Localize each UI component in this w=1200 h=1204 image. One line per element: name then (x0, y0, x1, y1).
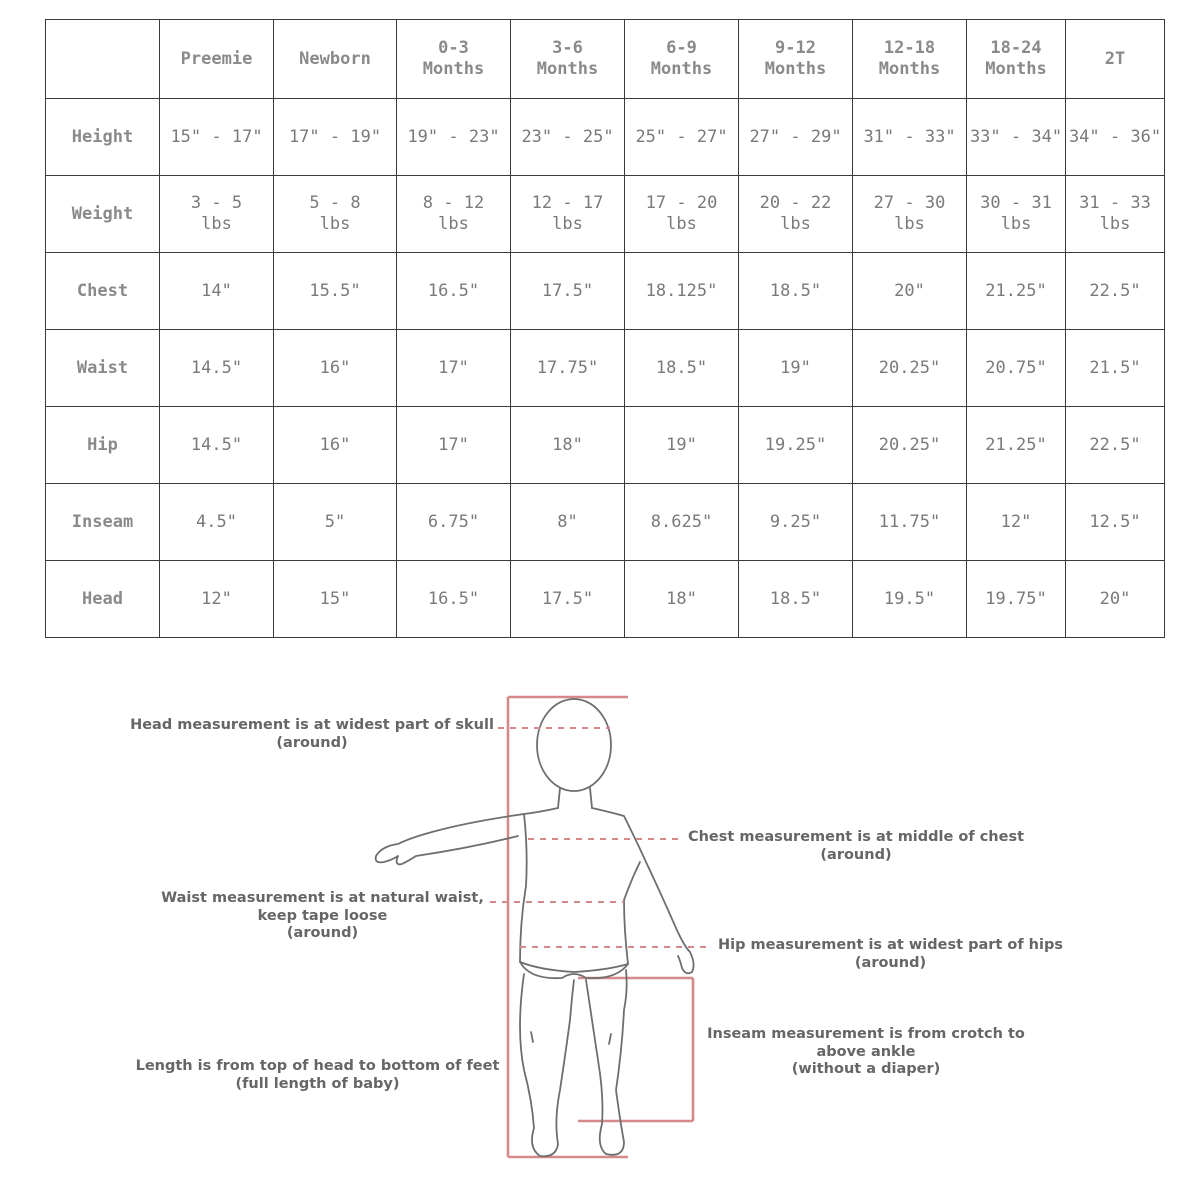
inseam-note: Inseam measurement is from crotch to above ankle (without a diaper) (707, 1026, 1025, 1077)
table-cell: 20.75" (967, 330, 1066, 407)
column-header: 12-18 Months (853, 20, 967, 99)
table-row (46, 407, 1165, 484)
table-cell: 17.75" (511, 330, 625, 407)
table-cell: 18.5" (625, 330, 739, 407)
table-cell: 14" (160, 253, 274, 330)
table-cell: 21.5" (1066, 330, 1165, 407)
column-header: 6-9 Months (625, 20, 739, 99)
table-cell: 20 - 22 lbs (739, 176, 853, 253)
table-cell: 31 - 33 lbs (1066, 176, 1165, 253)
table-cell: 4.5" (160, 484, 274, 561)
table-cell: 18.5" (739, 253, 853, 330)
row-label: Head (46, 561, 160, 638)
table-cell: 18.5" (739, 561, 853, 638)
left-arm-outline (376, 808, 558, 864)
table-row (46, 253, 1165, 330)
table-cell: 12.5" (1066, 484, 1165, 561)
table-cell: 15" (274, 561, 397, 638)
table-cell: 8.625" (625, 484, 739, 561)
table-cell: 12" (160, 561, 274, 638)
table-cell: 14.5" (160, 330, 274, 407)
table-cell: 17" - 19" (274, 99, 397, 176)
table-cell: 5 - 8 lbs (274, 176, 397, 253)
table-cell: 20" (1066, 561, 1165, 638)
length-bracket (508, 697, 628, 1157)
table-cell: 20.25" (853, 330, 967, 407)
table-cell: 33" - 34" (967, 99, 1066, 176)
table-cell: 19" (625, 407, 739, 484)
table-cell: 15" - 17" (160, 99, 274, 176)
header-row (46, 20, 1165, 99)
row-label: Height (46, 99, 160, 176)
table-cell: 18" (511, 407, 625, 484)
table-cell: 11.75" (853, 484, 967, 561)
table-cell: 5" (274, 484, 397, 561)
table-cell: 18.125" (625, 253, 739, 330)
diaper-outline (520, 962, 628, 978)
table-cell: 21.25" (967, 407, 1066, 484)
size-chart-body (46, 20, 1165, 638)
table-cell: 23" - 25" (511, 99, 625, 176)
column-header: 18-24 Months (967, 20, 1066, 99)
table-cell: 22.5" (1066, 253, 1165, 330)
column-header: 3-6 Months (511, 20, 625, 99)
row-label: Weight (46, 176, 160, 253)
table-cell: 16.5" (397, 253, 511, 330)
table-cell: 19.75" (967, 561, 1066, 638)
corner-cell (46, 20, 160, 99)
table-row (46, 99, 1165, 176)
table-cell: 30 - 31 lbs (967, 176, 1066, 253)
table-cell: 18" (625, 561, 739, 638)
table-cell: 12" (967, 484, 1066, 561)
table-cell: 8" (511, 484, 625, 561)
table-cell: 21.25" (967, 253, 1066, 330)
table-cell: 31" - 33" (853, 99, 967, 176)
length-note: Length is from top of head to bottom of feet (full length of baby) (135, 1058, 500, 1092)
table-row (46, 330, 1165, 407)
table-cell: 25" - 27" (625, 99, 739, 176)
chest-note: Chest measurement is at middle of chest (around) (687, 829, 1025, 863)
column-header: 0-3 Months (397, 20, 511, 99)
table-cell: 17" (397, 407, 511, 484)
table-cell: 27 - 30 lbs (853, 176, 967, 253)
left-leg-outline (520, 974, 574, 1156)
table-cell: 14.5" (160, 407, 274, 484)
table-cell: 17.5" (511, 253, 625, 330)
table-cell: 27" - 29" (739, 99, 853, 176)
table-cell: 17.5" (511, 561, 625, 638)
hip-note: Hip measurement is at widest part of hips (around) (718, 937, 1063, 971)
table-cell: 16" (274, 407, 397, 484)
table-row (46, 561, 1165, 638)
torso-outline (520, 814, 640, 972)
waist-note: Waist measurement is at natural waist, keep tape loose (around) (161, 890, 484, 941)
table-cell: 20" (853, 253, 967, 330)
table-cell: 19" (739, 330, 853, 407)
table-cell: 17" (397, 330, 511, 407)
column-header: 9-12 Months (739, 20, 853, 99)
table-cell: 12 - 17 lbs (511, 176, 625, 253)
table-cell: 19" - 23" (397, 99, 511, 176)
row-label: Inseam (46, 484, 160, 561)
row-label: Chest (46, 253, 160, 330)
column-header: Newborn (274, 20, 397, 99)
table-cell: 34" - 36" (1066, 99, 1165, 176)
head-note: Head measurement is at widest part of skull (around) (130, 717, 494, 751)
table-cell: 8 - 12 lbs (397, 176, 511, 253)
table-cell: 16.5" (397, 561, 511, 638)
table-cell: 17 - 20 lbs (625, 176, 739, 253)
row-label: Waist (46, 330, 160, 407)
table-cell: 20.25" (853, 407, 967, 484)
table-row (46, 484, 1165, 561)
table-cell: 19.25" (739, 407, 853, 484)
table-cell: 3 - 5 lbs (160, 176, 274, 253)
column-header: 2T (1066, 20, 1165, 99)
knee-marks (531, 1032, 611, 1044)
row-label: Hip (46, 407, 160, 484)
inseam-bracket (578, 978, 693, 1121)
right-leg-outline (586, 970, 627, 1155)
column-header: Preemie (160, 20, 274, 99)
table-cell: 19.5" (853, 561, 967, 638)
table-cell: 6.75" (397, 484, 511, 561)
measurement-diagram (0, 650, 1200, 1200)
size-chart-table (45, 19, 1165, 638)
table-cell: 9.25" (739, 484, 853, 561)
table-row (46, 176, 1165, 253)
table-cell: 16" (274, 330, 397, 407)
table-cell: 15.5" (274, 253, 397, 330)
table-cell: 22.5" (1066, 407, 1165, 484)
head-outline (537, 699, 611, 791)
